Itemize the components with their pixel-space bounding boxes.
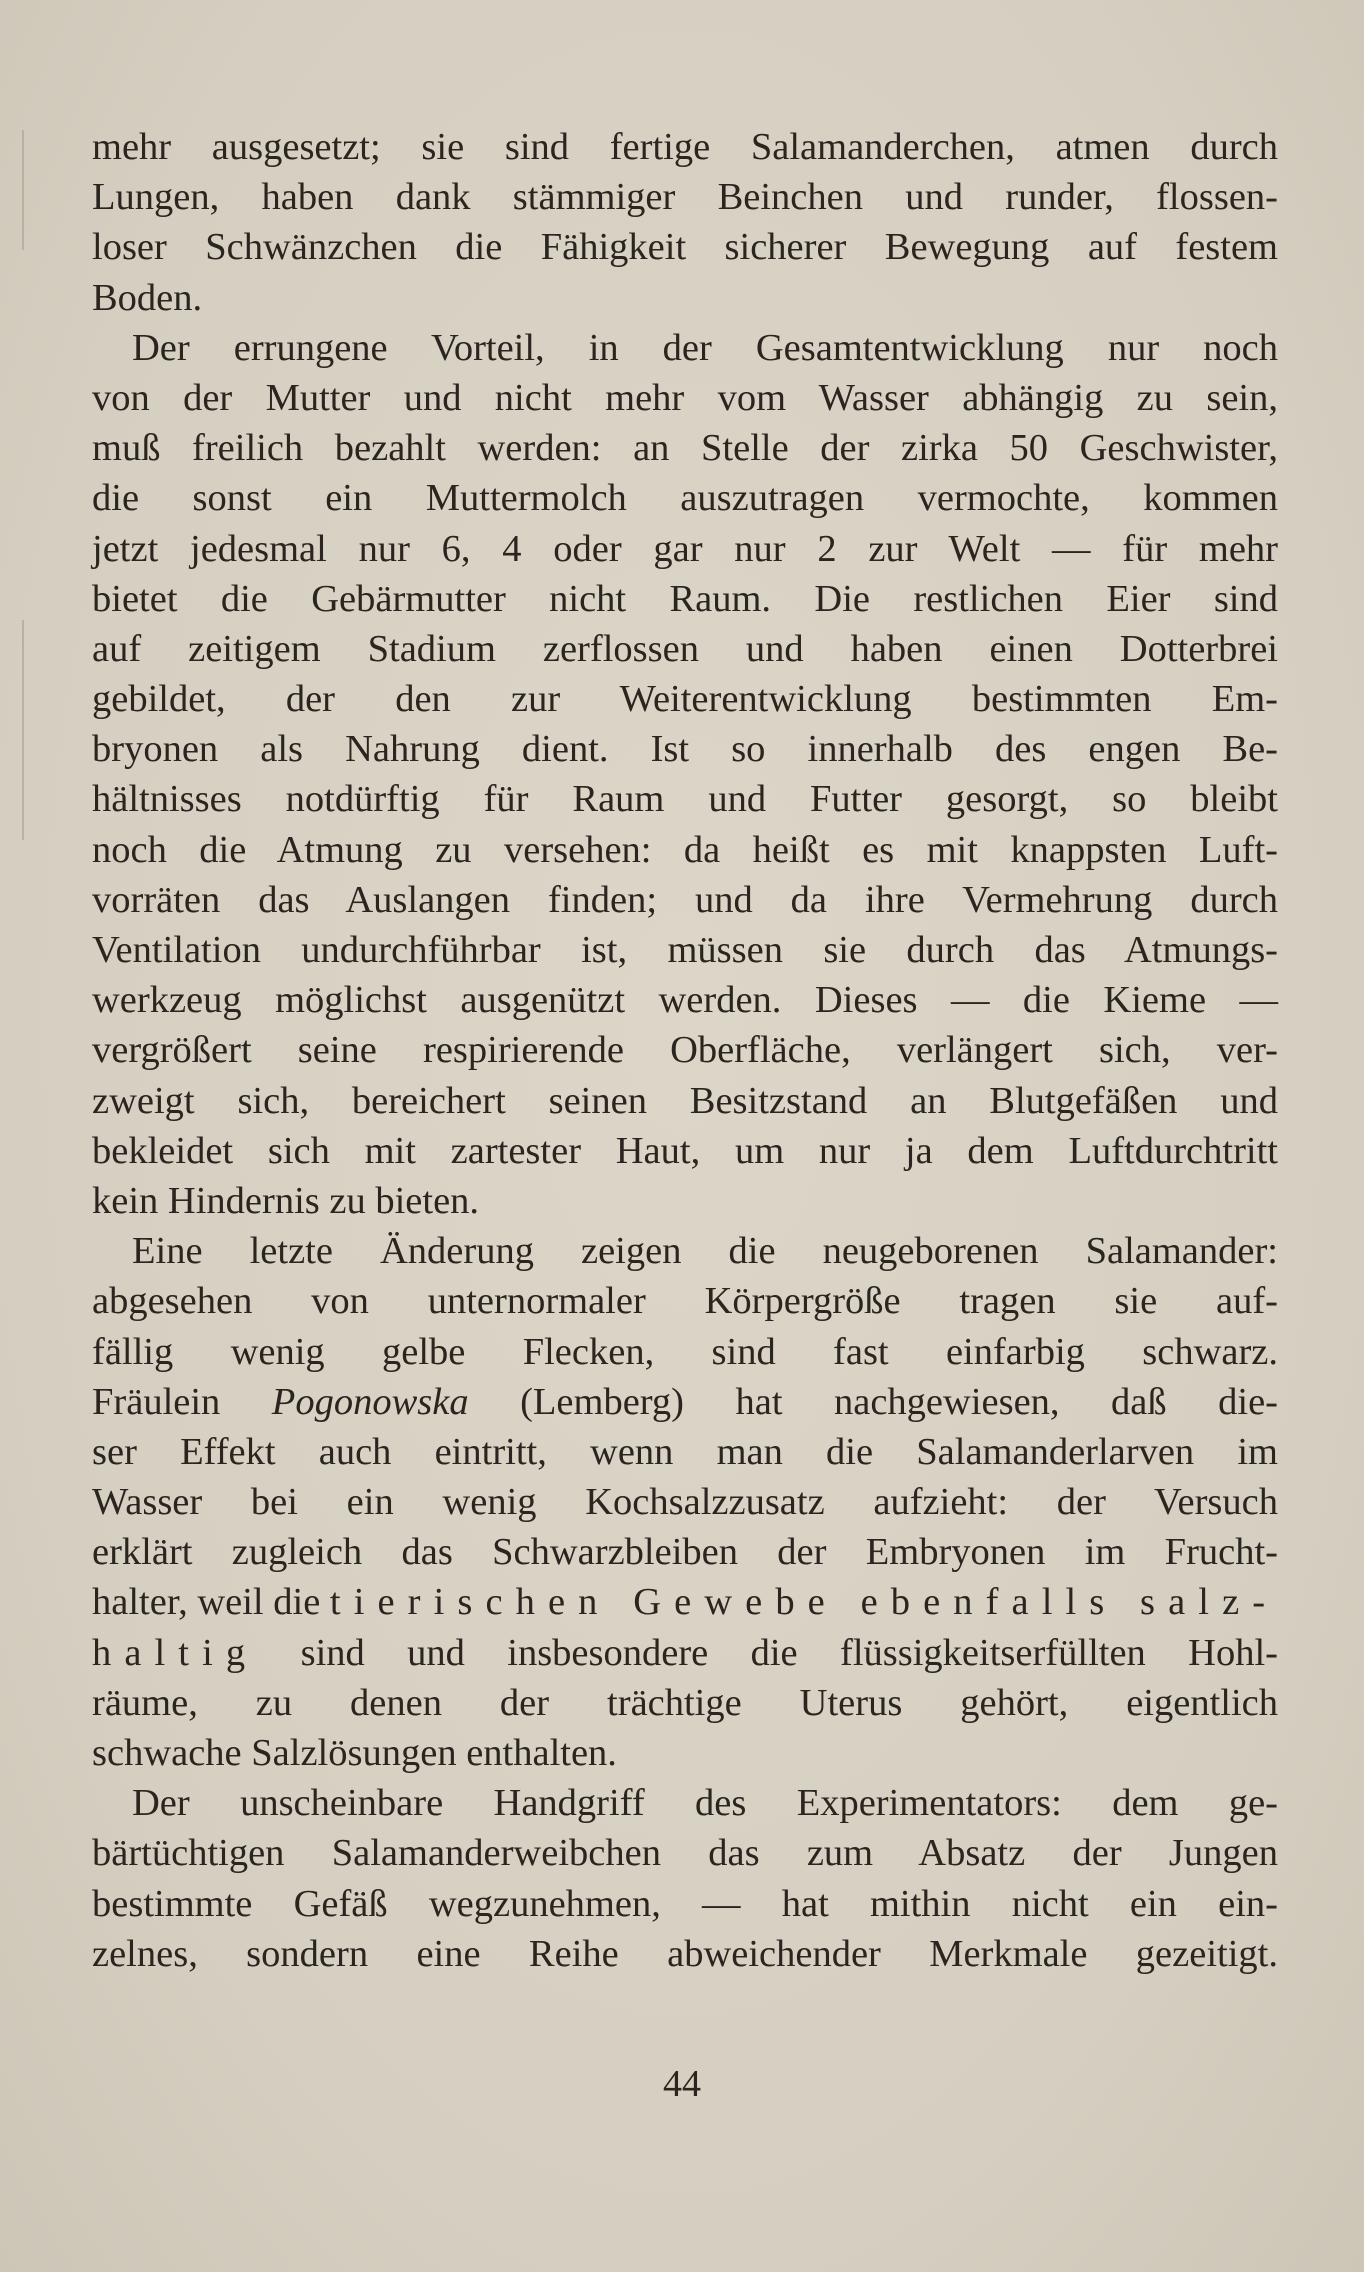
text-line: vergrößert seine respirierende Oberfläche, verlängert sich, ver- bbox=[92, 1029, 1278, 1072]
text-line: räume, zu denen der trächtige Uterus gehört, eigentlich bbox=[92, 1681, 1278, 1724]
text-line bbox=[92, 1577, 1278, 1627]
text-line: hältnisses notdürftig für Raum und Futter gesorgt, so bleibt bbox=[92, 778, 1278, 821]
text-line: erklärt zugleich das Schwarzbleiben der Embryonen im Frucht- bbox=[92, 1531, 1278, 1574]
text-line: vorräten das Auslangen finden; und da ihre Vermehrung durch bbox=[92, 878, 1278, 921]
text-line: Der errungene Vorteil, in der Gesamtentwicklung nur noch bbox=[132, 326, 1278, 369]
text-line: bestimmte Gefäß wegzunehmen, — hat mithin nicht ein ein- bbox=[92, 1882, 1278, 1925]
text-line: auf zeitigem Stadium zerflossen und haben einen Dotterbrei bbox=[92, 627, 1278, 670]
italic-name: Pogonowska bbox=[271, 1380, 469, 1423]
text-fragment: (Lemberg) hat nachgewiesen, daß die- bbox=[468, 1380, 1278, 1423]
text-line: mehr ausgesetzt; sie sind fertige Salamanderchen, atmen durch bbox=[92, 126, 1278, 168]
text-line: bekleidet sich mit zartester Haut, um nur ja dem Luftdurchtritt bbox=[92, 1129, 1278, 1172]
text-line: bietet die Gebärmutter nicht Raum. Die restlichen Eier sind bbox=[92, 577, 1278, 620]
text-fragment: sind und insbesondere die flüssigkeitserfüllten Hohl- bbox=[258, 1631, 1278, 1674]
text-line: bärtüchtigen Salamanderweibchen das zum Absatz der Jungen bbox=[92, 1832, 1278, 1875]
text-line: von der Mutter und nicht mehr vom Wasser abhängig zu sein, bbox=[92, 376, 1278, 419]
text-line: zelnes, sondern eine Reihe abweichender Merkmale gezeitigt. bbox=[92, 1932, 1278, 1975]
emphasized-spaced-text: haltig bbox=[92, 1631, 259, 1674]
margin-mark bbox=[22, 130, 24, 250]
text-line: schwache Salzlösungen enthalten. bbox=[92, 1732, 617, 1774]
margin-mark bbox=[22, 620, 24, 840]
text-line: fällig wenig gelbe Flecken, sind fast einfarbig schwarz. bbox=[92, 1330, 1278, 1373]
text-line bbox=[92, 1377, 1278, 1427]
page-number: 44 bbox=[663, 2063, 701, 2105]
text-line: Ventilation undurchführbar ist, müssen sie durch das Atmungs- bbox=[92, 929, 1278, 971]
text-line: Wasser bei ein wenig Kochsalzzusatz aufzieht: der Versuch bbox=[92, 1481, 1278, 1524]
text-line: gebildet, der den zur Weiterentwicklung bestimmten Em- bbox=[92, 678, 1278, 721]
text-line: jetzt jedesmal nur 6, 4 oder gar nur 2 zur Welt — für mehr bbox=[92, 527, 1278, 570]
text-line: kein Hindernis zu bieten. bbox=[92, 1179, 480, 1222]
text-fragment: halter, weil die bbox=[92, 1581, 330, 1624]
text-line: Eine letzte Änderung zeigen die neugeborenen Salamander: bbox=[132, 1230, 1278, 1273]
text-line bbox=[92, 1628, 1278, 1678]
text-line: Der unscheinbare Handgriff des Experimentators: dem ge- bbox=[132, 1782, 1278, 1825]
text-line: die sonst ein Muttermolch auszutragen vermochte, kommen bbox=[92, 477, 1278, 520]
text-line: ser Effekt auch eintritt, wenn man die Salamanderlarven im bbox=[92, 1430, 1278, 1473]
text-line: muß freilich bezahlt werden: an Stelle der zirka 50 Geschwister, bbox=[92, 427, 1278, 470]
text-line: noch die Atmung zu versehen: da heißt es mit knappsten Luft- bbox=[92, 828, 1278, 871]
text-fragment: Fräulein bbox=[92, 1380, 272, 1423]
text-line: loser Schwänzchen die Fähigkeit sicherer Bewegung auf festem bbox=[92, 226, 1278, 269]
text-line: werkzeug möglichst ausgenützt werden. Dieses — die Kieme — bbox=[92, 979, 1278, 1022]
text-line: Lungen, haben dank stämmiger Beinchen und runder, flossen- bbox=[92, 176, 1278, 219]
emphasized-spaced-text: tierischen Gewebe ebenfalls salz- bbox=[329, 1581, 1279, 1624]
text-line: zweigt sich, bereichert seinen Besitzstand an Blutgefäßen und bbox=[92, 1079, 1278, 1122]
text-line: Boden. bbox=[92, 276, 203, 319]
text-line: bryonen als Nahrung dient. Ist so innerhalb des engen Be- bbox=[92, 728, 1278, 771]
text-line: abgesehen von unternormaler Körpergröße tragen sie auf- bbox=[92, 1280, 1278, 1323]
body-text bbox=[92, 122, 1278, 1979]
